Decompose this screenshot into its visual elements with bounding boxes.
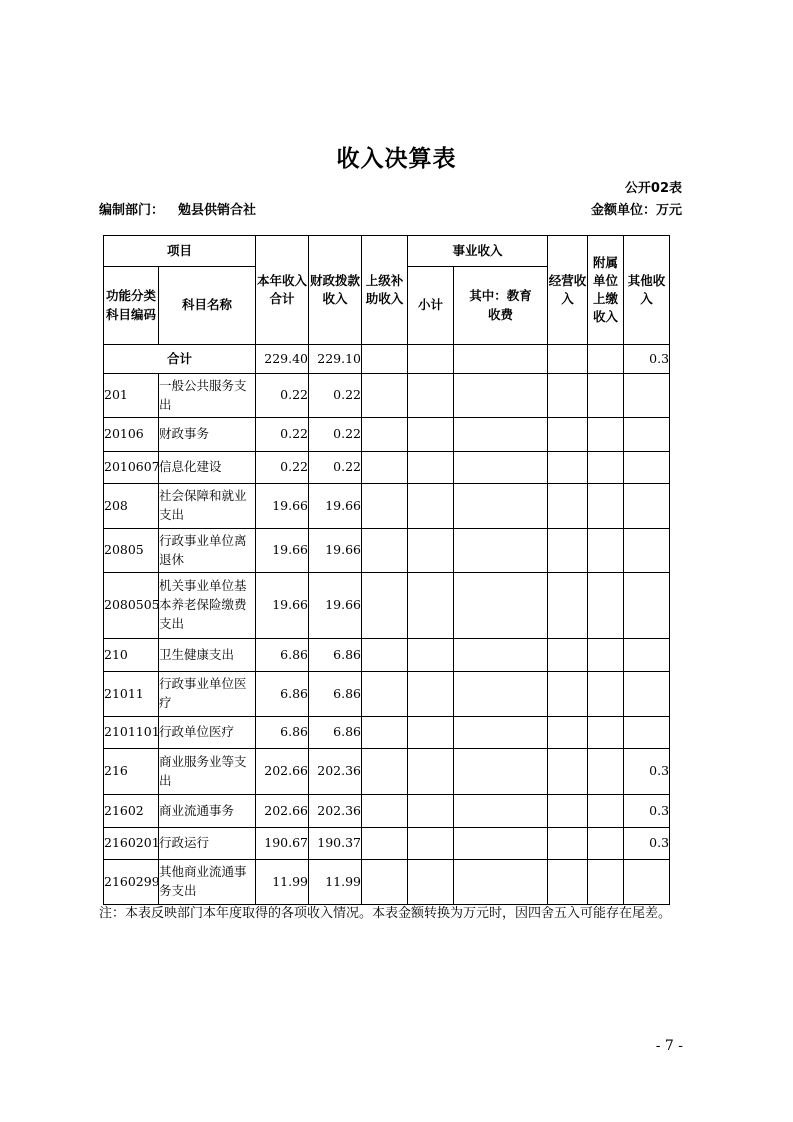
row-fiscal: 11.99	[309, 860, 362, 905]
row-fiscal: 19.66	[309, 484, 362, 529]
row-name: 其他商业流通事务支出	[159, 860, 256, 905]
row-other	[624, 573, 670, 639]
total-subtotal	[408, 345, 454, 374]
row-affiliated	[588, 418, 624, 452]
row-edu	[454, 484, 548, 529]
row-subtotal	[408, 529, 454, 573]
row-subtotal	[408, 828, 454, 860]
table-row	[104, 529, 670, 573]
header-affiliated: 附属单位上缴收入	[588, 236, 624, 345]
header-edu-fee	[454, 267, 548, 345]
row-code: 20106	[104, 418, 159, 452]
row-code: 2101101	[104, 717, 159, 749]
table-row	[104, 639, 670, 672]
row-code: 2160299	[104, 860, 159, 905]
row-code: 208	[104, 484, 159, 529]
row-superior	[362, 749, 408, 795]
row-fiscal: 0.22	[309, 418, 362, 452]
row-superior	[362, 672, 408, 717]
row-superior	[362, 573, 408, 639]
row-superior	[362, 529, 408, 573]
header-total: 本年收入合计	[256, 236, 309, 345]
row-fiscal: 190.37	[309, 828, 362, 860]
total-superior	[362, 345, 408, 374]
header-operating: 经营收入	[548, 236, 588, 345]
row-operating	[548, 672, 588, 717]
row-fiscal: 19.66	[309, 573, 362, 639]
total-operating	[548, 345, 588, 374]
row-subtotal	[408, 860, 454, 905]
row-other	[624, 418, 670, 452]
table-row	[104, 795, 670, 828]
row-affiliated	[588, 639, 624, 672]
row-superior	[362, 860, 408, 905]
table-row	[104, 828, 670, 860]
row-superior	[362, 484, 408, 529]
row-subtotal	[408, 749, 454, 795]
row-other: 0.3	[624, 828, 670, 860]
row-other	[624, 717, 670, 749]
income-table	[103, 235, 670, 905]
table-row	[104, 573, 670, 639]
header-edu-fee-line2: 收费	[488, 306, 514, 322]
row-superior	[362, 828, 408, 860]
row-fiscal: 6.86	[309, 672, 362, 717]
row-total: 0.22	[256, 452, 309, 484]
row-code: 20805	[104, 529, 159, 573]
row-fiscal: 19.66	[309, 529, 362, 573]
table-row	[104, 749, 670, 795]
row-superior	[362, 795, 408, 828]
table-number: 公开02表	[624, 181, 682, 196]
row-operating	[548, 573, 588, 639]
row-affiliated	[588, 529, 624, 573]
row-fiscal: 6.86	[309, 639, 362, 672]
row-edu	[454, 749, 548, 795]
table-row	[104, 418, 670, 452]
row-edu	[454, 374, 548, 418]
table-row	[104, 484, 670, 529]
row-name: 财政事务	[159, 418, 256, 452]
table-row	[104, 717, 670, 749]
row-affiliated	[588, 374, 624, 418]
row-total: 190.67	[256, 828, 309, 860]
row-total: 6.86	[256, 639, 309, 672]
row-other	[624, 639, 670, 672]
row-other	[624, 484, 670, 529]
row-name: 信息化建设	[159, 452, 256, 484]
row-other	[624, 672, 670, 717]
row-operating	[548, 717, 588, 749]
total-edu	[454, 345, 548, 374]
row-code: 2080505	[104, 573, 159, 639]
row-total: 202.66	[256, 749, 309, 795]
row-operating	[548, 374, 588, 418]
row-superior	[362, 639, 408, 672]
row-subtotal	[408, 795, 454, 828]
row-other	[624, 452, 670, 484]
department-name: 勉县供销合社	[178, 203, 257, 218]
page-number: - 7 -	[655, 1038, 683, 1054]
report-meta	[99, 199, 682, 217]
row-operating	[548, 828, 588, 860]
row-superior	[362, 374, 408, 418]
row-operating	[548, 860, 588, 905]
row-code: 2010607	[104, 452, 159, 484]
row-total: 6.86	[256, 672, 309, 717]
row-affiliated	[588, 452, 624, 484]
row-name: 卫生健康支出	[159, 639, 256, 672]
row-other	[624, 374, 670, 418]
department	[99, 199, 256, 218]
row-affiliated	[588, 573, 624, 639]
row-code: 21602	[104, 795, 159, 828]
row-edu	[454, 717, 548, 749]
header-edu-fee-line1: 其中：教育	[469, 288, 532, 304]
table-row	[104, 452, 670, 484]
total-row	[104, 345, 670, 374]
row-subtotal	[408, 484, 454, 529]
row-subtotal	[408, 374, 454, 418]
row-name: 商业流通事务	[159, 795, 256, 828]
row-code: 2160201	[104, 828, 159, 860]
row-affiliated	[588, 749, 624, 795]
row-operating	[548, 418, 588, 452]
row-affiliated	[588, 484, 624, 529]
row-name: 行政事业单位离退休	[159, 529, 256, 573]
row-fiscal: 0.22	[309, 374, 362, 418]
row-fiscal: 6.86	[309, 717, 362, 749]
department-label: 编制部门：	[99, 203, 165, 218]
row-edu	[454, 573, 548, 639]
row-operating	[548, 529, 588, 573]
row-name: 行政事业单位医疗	[159, 672, 256, 717]
row-name: 机关事业单位基本养老保险缴费支出	[159, 573, 256, 639]
row-subtotal	[408, 639, 454, 672]
total-fiscal: 229.10	[309, 345, 362, 374]
header-other: 其他收入	[624, 236, 670, 345]
table-row	[104, 374, 670, 418]
row-other	[624, 529, 670, 573]
row-total: 19.66	[256, 484, 309, 529]
table-note: 注：本表反映部门本年度取得的各项收入情况。本表金额转换为万元时，因四舍五入可能存在尾差。	[99, 906, 672, 921]
row-affiliated	[588, 828, 624, 860]
row-operating	[548, 749, 588, 795]
row-code: 21011	[104, 672, 159, 717]
row-name: 行政单位医疗	[159, 717, 256, 749]
row-superior	[362, 418, 408, 452]
row-total: 202.66	[256, 795, 309, 828]
amount-unit: 金额单位：万元	[590, 203, 682, 218]
total-income: 229.40	[256, 345, 309, 374]
row-total: 19.66	[256, 573, 309, 639]
header-fiscal: 财政拨款收入	[309, 236, 362, 345]
row-code: 210	[104, 639, 159, 672]
header-project: 项目	[104, 236, 256, 267]
row-total: 11.99	[256, 860, 309, 905]
row-operating	[548, 452, 588, 484]
header-func-code: 功能分类科目编码	[104, 267, 159, 345]
row-code: 201	[104, 374, 159, 418]
row-operating	[548, 795, 588, 828]
row-other	[624, 860, 670, 905]
row-total: 0.22	[256, 418, 309, 452]
row-edu	[454, 860, 548, 905]
row-fiscal: 202.36	[309, 749, 362, 795]
row-superior	[362, 452, 408, 484]
row-operating	[548, 639, 588, 672]
row-subtotal	[408, 717, 454, 749]
row-name: 商业服务业等支出	[159, 749, 256, 795]
row-fiscal: 202.36	[309, 795, 362, 828]
row-subtotal	[408, 452, 454, 484]
row-name: 一般公共服务支出	[159, 374, 256, 418]
row-edu	[454, 828, 548, 860]
row-total: 6.86	[256, 717, 309, 749]
row-superior	[362, 717, 408, 749]
row-other: 0.3	[624, 749, 670, 795]
row-subtotal	[408, 573, 454, 639]
row-total: 19.66	[256, 529, 309, 573]
row-affiliated	[588, 717, 624, 749]
row-edu	[454, 418, 548, 452]
table-row	[104, 860, 670, 905]
row-subtotal	[408, 672, 454, 717]
row-edu	[454, 672, 548, 717]
header-subtotal: 小计	[408, 267, 454, 345]
row-subtotal	[408, 418, 454, 452]
row-edu	[454, 529, 548, 573]
row-edu	[454, 639, 548, 672]
row-affiliated	[588, 795, 624, 828]
row-total: 0.22	[256, 374, 309, 418]
row-operating	[548, 484, 588, 529]
header-subject-name: 科目名称	[159, 267, 256, 345]
header-business: 事业收入	[408, 236, 548, 267]
row-name: 行政运行	[159, 828, 256, 860]
header-superior: 上级补助收入	[362, 236, 408, 345]
row-other: 0.3	[624, 795, 670, 828]
row-affiliated	[588, 672, 624, 717]
row-fiscal: 0.22	[309, 452, 362, 484]
table-row	[104, 672, 670, 717]
page-title: 收入决算表	[336, 146, 457, 172]
row-edu	[454, 795, 548, 828]
total-other: 0.3	[624, 345, 670, 374]
row-edu	[454, 452, 548, 484]
row-affiliated	[588, 860, 624, 905]
total-label: 合计	[104, 345, 256, 374]
total-affiliated	[588, 345, 624, 374]
row-name: 社会保障和就业支出	[159, 484, 256, 529]
row-code: 216	[104, 749, 159, 795]
